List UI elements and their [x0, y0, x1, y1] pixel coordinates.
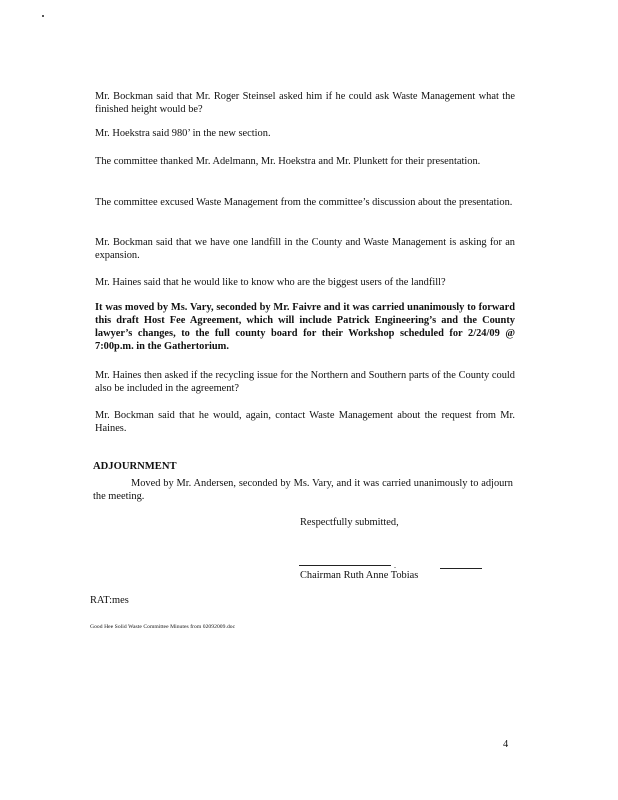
minutes-paragraph-5: Mr. Bockman said that we have one landfill in the County and Waste Management is asking for an expansion. — [95, 237, 515, 261]
typist-initials: RAT:mes — [90, 595, 129, 606]
signature-line — [299, 565, 391, 566]
page-number: 4 — [503, 739, 509, 750]
closing-salutation: Respectfully submitted, — [300, 517, 399, 528]
motion-paragraph: It was moved by Ms. Vary, seconded by Mr. Faivre and it was carried unanimously to forward this draft Host Fee Agreement, which will include Patrick Engineering’s and the County lawyer’s changes, to the full county board for their Workshop scheduled for 2/24/09 @ 7:00p.m. in the Gathertorium. — [95, 302, 515, 352]
scan-speck — [42, 15, 44, 17]
minutes-paragraph-2: Mr. Hoekstra said 980’ in the new section. — [95, 128, 271, 139]
minutes-paragraph-1: Mr. Bockman said that Mr. Roger Steinsel asked him if he could ask Waste Management what the finished height would be? — [95, 91, 515, 115]
minutes-paragraph-6: Mr. Haines said that he would like to know who are the biggest users of the landfill? — [95, 277, 446, 288]
minutes-paragraph-8: Mr. Haines then asked if the recycling issue for the Northern and Southern parts of the County could also be included in the agreement? — [95, 370, 515, 394]
minutes-paragraph-9: Mr. Bockman said that he would, again, contact Waste Management about the request from Mr. Haines. — [95, 410, 515, 434]
file-path: Good Hee Solid Waste Committee Minutes from 02092009.doc — [90, 624, 236, 630]
signature-mark: . — [394, 561, 396, 570]
adjournment-text: Moved by Mr. Andersen, seconded by Ms. Vary, and it was carried unanimously to adjourn the meeting. — [93, 478, 513, 502]
signer-name: Chairman Ruth Anne Tobias — [300, 570, 419, 581]
minutes-paragraph-4: The committee excused Waste Management from the committee’s discussion about the presentation. — [95, 197, 513, 208]
signature-line-short — [440, 568, 482, 569]
adjournment-heading: ADJOURNMENT — [93, 461, 177, 472]
minutes-paragraph-3: The committee thanked Mr. Adelmann, Mr. Hoekstra and Mr. Plunkett for their presentation. — [95, 156, 481, 167]
